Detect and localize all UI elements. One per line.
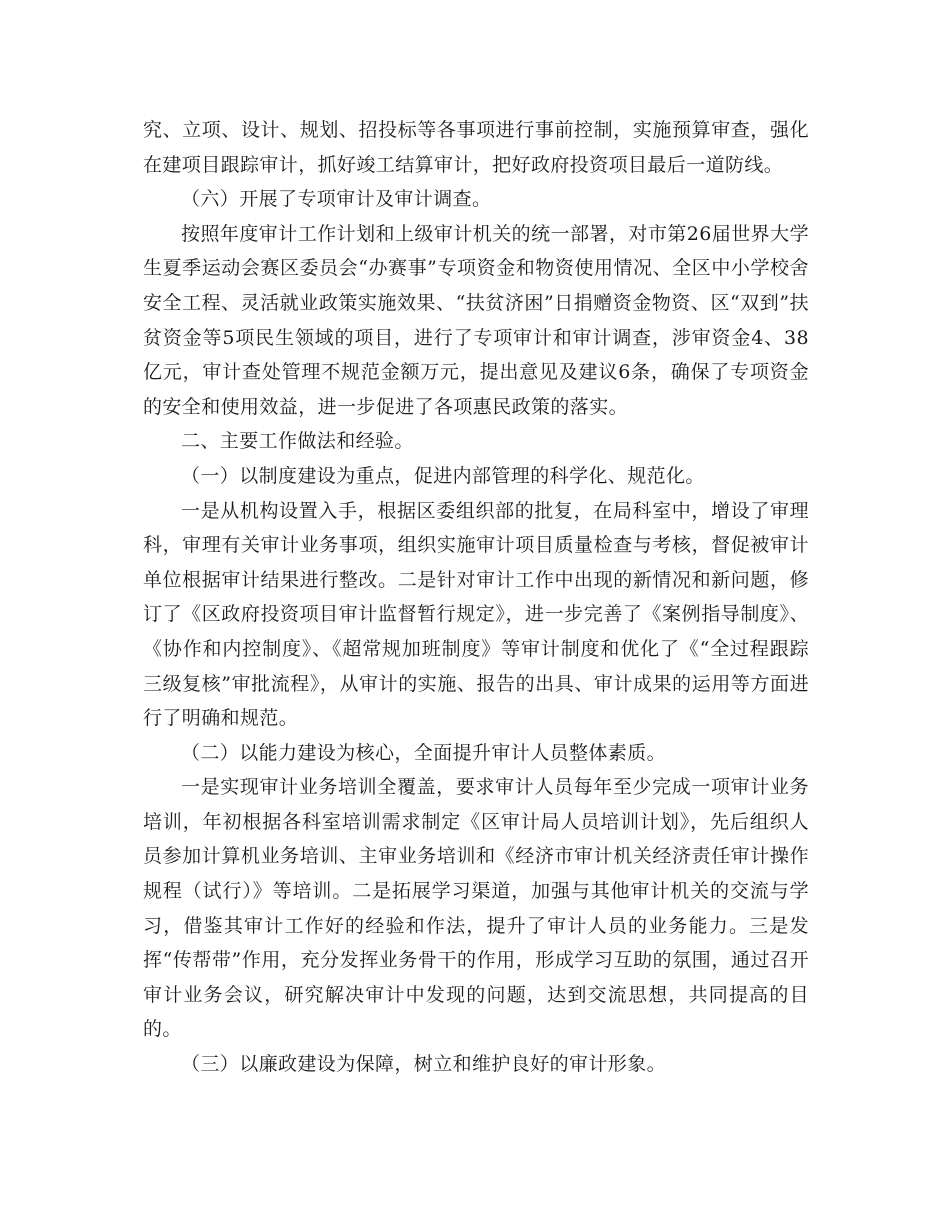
paragraph-system-building: 一是从机构设置入手，根据区委组织部的批复，在局科室中，增设了审理科，审理有关审计业务事项，组织实施审计项目质量检查与考核，督促被审计单位根据审计结果进行整改。二是针对审计工作中出现的新情况和新问题，修订了《区政府投资项目审计监督暂行规定》，进一步完善了《案例指导制度》、《协作和内控制度》、《超常规加班制度》等审计制度和优化了《“全过程跟踪三级复核”审批流程》，从审计的实施、报告的出具、审计成果的运用等方面进行了明确和规范。 xyxy=(143,499,809,730)
section-heading-special-audit: （六）开展了专项审计及审计调查。 xyxy=(181,188,492,211)
document-body xyxy=(143,113,809,1082)
subheading-integrity-building: （三）以廉政建设为保障，树立和维护良好的审计形象。 xyxy=(181,1053,667,1076)
paragraph-continuation: 究、立项、设计、规划、招投标等各事项进行事前控制，实施预算审查，强化在建项目跟踪审计，抓好竣工结算审计，把好政府投资项目最后一道防线。 xyxy=(143,119,809,176)
subheading-system-building: （一）以制度建设为重点，促进内部管理的科学化、规范化。 xyxy=(181,464,705,487)
paragraph-special-audit: 按照年度审计工作计划和上级审计机关的统一部署，对市第26届世界大学生夏季运动会赛区委员会“办赛事”专项资金和物资使用情况、全区中小学校舍安全工程、灵活就业政策实施效果、“扶贫济困”日捐赠资金物资、区“双到”扶贫资金等5项民生领域的项目，进行了专项审计和审计调查，涉审资金4、38亿元，审计查处管理不规范金额万元，提出意见及建议6条，确保了专项资金的安全和使用效益，进一步促进了各项惠民政策的落实。 xyxy=(143,222,809,418)
subheading-capacity-building: （二）以能力建设为核心，全面提升审计人员整体素质。 xyxy=(181,741,667,764)
section-heading-main-practices: 二、主要工作做法和经验。 xyxy=(181,430,414,453)
paragraph-capacity-building: 一是实现审计业务培训全覆盖，要求审计人员每年至少完成一项审计业务培训，年初根据各科室培训需求制定《区审计局人员培训计划》，先后组织人员参加计算机业务培训、主审业务培训和《经济市审计机关经济责任审计操作规程（试行）》等培训。二是拓展学习渠道，加强与其他审计机关的交流与学习，借鉴其审计工作好的经验和作法，提升了审计人员的业务能力。三是发挥“传帮带”作用，充分发挥业务骨干的作用，形成学习互助的氛围，通过召开审计业务会议，研究解决审计中发现的问题，达到交流思想，共同提高的目的。 xyxy=(143,776,809,1041)
